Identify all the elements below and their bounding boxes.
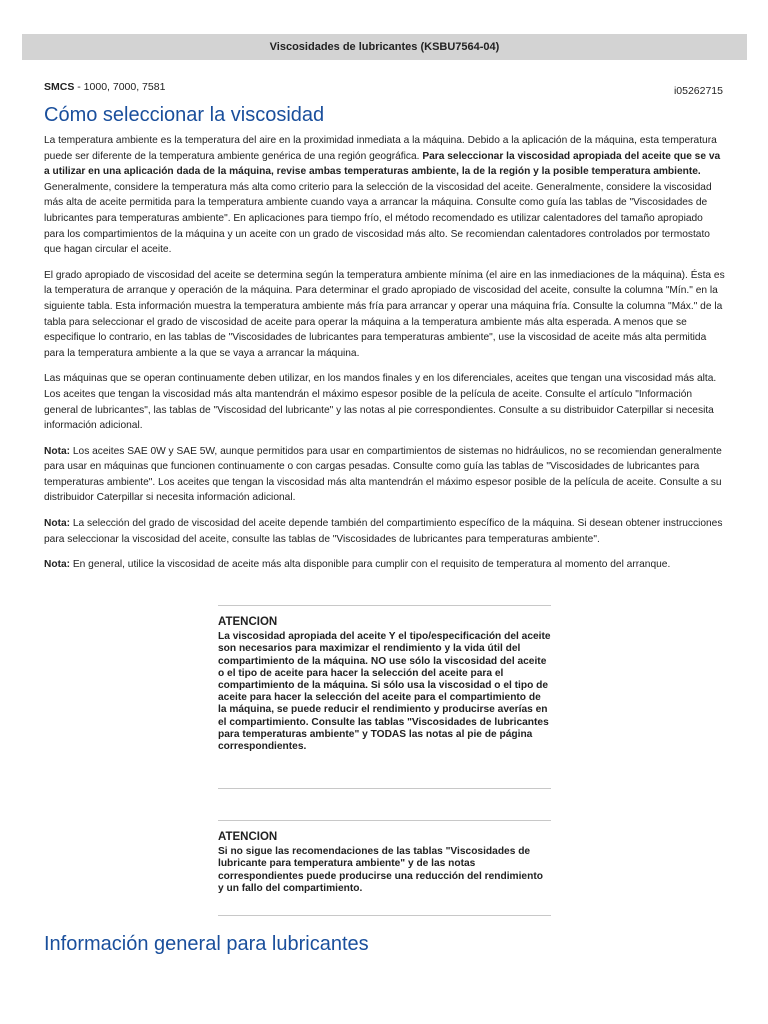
- attention-title: ATENCION: [218, 831, 278, 843]
- attention-body: La viscosidad apropiada del aceite Y el tipo/especificación del aceite son necesarios para maximizar el rendimiento y la vida útil del compartimiento de la máquina. NO use sólo la viscosidad del aceite o el tipo de aceite para hacer la selección del aceite para el compartimiento de la máquina. Si sólo usa la viscosidad o el tipo de aceite para hacer la selección del aceite para el compartimiento de la máquina, se puede reducir el rendimiento y producirse averías en el compartimiento. Consulte las tablas "Viscosidades de lubricantes para temperaturas ambiente" y TODAS las notas al pie de página correspondientes.: [218, 631, 551, 753]
- note-sae-oils: Nota: Los aceites SAE 0W y SAE 5W, aunque permitidos para usar en compartimientos de sistemas no hidráulicos, no se recomiendan generalmente para usar en máquinas que funcionen continuamente o con cargas pesadas. Consulte como guía las tablas de "Viscosidades de lubricantes para temperaturas ambiente". Los aceites que tengan la viscosidad más alta mantendrán el máximo espesor posible de la película de aceite. Consulte a su distribuidor Caterpillar si necesita información adicional.: [44, 445, 722, 504]
- attention-body: Si no sigue las recomendaciones de las tablas "Viscosidades de lubricante para temperatura ambiente" y de las notas correspondientes puede producirse una reducción del rendimiento y un fallo del compartimiento.: [218, 846, 543, 894]
- smcs-label: SMCS: [44, 81, 75, 93]
- section-heading-lubricant-info: Información general para lubricantes: [44, 933, 369, 955]
- smcs-value: - 1000, 7000, 7581: [74, 81, 166, 93]
- section-body: [44, 133, 726, 583]
- paragraph-viscosity-grade: El grado apropiado de viscosidad del aceite se determina según la temperatura ambiente mínima (el aire en las inmediaciones de la máquina). Ésta es la temperatura de arranque y operación de la máquina. Para determinar el grado apropiado de viscosidad del aceite, consulte la columna "Mín." en la siguiente tabla. Esta información muestra la temperatura ambiente más fría para arrancar y operar una máquina fría. Consulte la columna "Máx." de la tabla para seleccionar el grado de viscosidad de aceite para operar la máquina a la temperatura ambiente más alta esperada. A menos que se especifique lo contrario, en las tablas de "Viscosidades de lubricantes para temperaturas ambiente", use la viscosidad de aceite más alta permitida para la temperatura ambiente a la que se vaya a arrancar la máquina.: [44, 269, 725, 359]
- attention-title: ATENCION: [218, 616, 278, 628]
- note-label: Nota:: [44, 559, 71, 571]
- attention-box-1: [218, 605, 551, 789]
- paragraph-continuous-operation: Las máquinas que se operan continuamente deben utilizar, en los mandos finales y en los diferenciales, aceites que tengan una viscosidad más alta. Los aceites que tengan la viscosidad más alta mantendrán el máximo espesor posible de la película de aceite. Consulte el artículo "Información general de lubricantes", las tablas de "Viscosidad del lubricante" y las notas al pie correspondientes. Consulte a su distribuidor Caterpillar si necesita información adicional.: [44, 373, 717, 432]
- paragraph-ambient-temperature: La temperatura ambiente es la temperatura del aire en la proximidad inmediata a la máquina. Debido a la aplicación de la máquina, esta temperatura puede ser diferente de la temperatura ambiente genérica de una región geográfica. Para seleccionar la viscosidad apropiada del aceite que se va a utilizar en una aplicación dada de la máquina, revise ambas temperaturas ambiente, la de la región y la posible temperatura ambiente. Generalmente, considere la temperatura más alta como criterio para la selección de la viscosidad del aceite. Generalmente, considere la viscosidad más alta de aceite permitida para la temperatura ambiente cuando vaya a arrancar la máquina. Consulte como guía las tablas de "Viscosidades de lubricantes para temperaturas ambiente". En aplicaciones para tiempo frío, el método recomendado es utilizar calentadores del tamaño apropiado para los compartimientos de la máquina y un aceite con un grado de viscosidad más alto. Se recomiendan calentadores controlados por termostato que hagan circular el aceite.: [44, 135, 721, 256]
- reference-id: i05262715: [673, 85, 723, 97]
- note-label: Nota:: [44, 518, 71, 530]
- note-label: Nota:: [44, 445, 71, 457]
- note-highest-viscosity: Nota: En general, utilice la viscosidad de aceite más alta disponible para cumplir con el requisito de temperatura al momento del arranque.: [44, 559, 671, 571]
- smcs-codes: [44, 81, 165, 97]
- document-title: Viscosidades de lubricantes (KSBU7564-04): [269, 41, 500, 53]
- attention-box-2: [218, 820, 551, 916]
- section-heading-viscosity: Cómo seleccionar la viscosidad: [44, 104, 325, 126]
- meta-row: [44, 81, 723, 97]
- note-compartment: Nota: La selección del grado de viscosidad del aceite depende también del compartimiento específico de la máquina. Si desean obtener instrucciones para seleccionar la viscosidad del aceite, consulte las tablas de "Viscosidades de lubricantes para temperaturas ambiente".: [44, 518, 723, 545]
- document-title-bar: [22, 34, 747, 60]
